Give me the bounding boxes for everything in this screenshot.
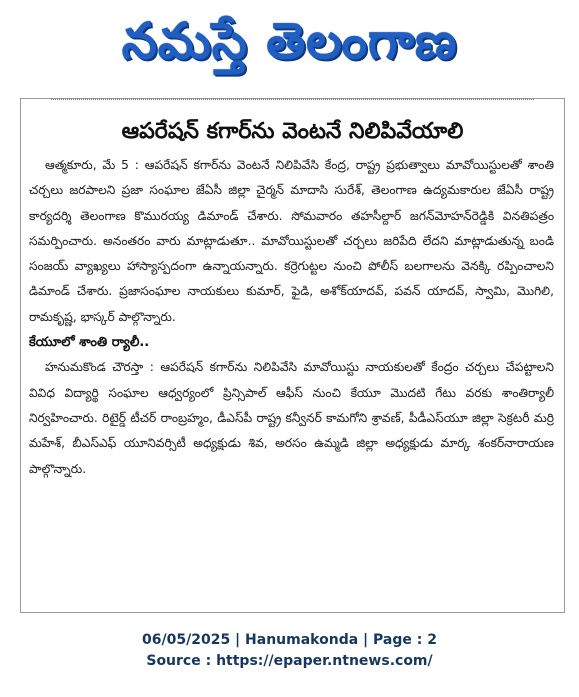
article-subheading: కేయూలో శాంతి ర్యాలీ.. bbox=[29, 335, 150, 351]
article-paragraph-1: ఆత్మకూరు, మే 5 : ఆపరేషన్ కగార్‌ను వెంటనే నిలిపివేసి కేంద్ర, రాష్ట్ర ప్రభుత్వాలు మావోయిస్టులతో శాంతి చర్చలు జరపాలని ప్రజా సంఘాల జేఏసీ జిల్లా చైర్మన్ మాదాసి సురేశ్, తెలంగాణ ఉద్యమకారుల జేఏసీ రాష్ట్ర కార్యదర్శి తెలంగాణ కొమురయ్య డిమాండ్ చేశారు. సోమవారం తహసీల్దార్ జగన్‌మోహన్‌రెడ్డికి వినతిపత్రం సమర్పించారు. అనంతరం వారు మాట్లాడుతూ.. మావోయిస్టులతో చర్చలు జరిపేది లేదని మాట్లాడుతున్న బండి సంజయ్ వ్యాఖ్యలు హాస్యాస్పదంగా ఉన్నాయన్నారు. కర్రెగుట్టల నుంచి పోలీస్ బలగాలను వెనక్కి రప్పించాలని డిమాండ్ చేశారు. ప్రజాసంఘాల నాయకులు కుమార్, ఫైడి, అశోక్‌యాదవ్, పవన్ యాదవ్, స్వామి, మొగిలి, రామకృష్ణ, భాస్కర్ పాల్గొన్నారు. bbox=[29, 158, 554, 324]
article-headline: ఆపరేషన్ కగార్‌ను వెంటనే నిలిపివేయాలి bbox=[121, 119, 464, 144]
article-body bbox=[29, 153, 554, 482]
masthead-logo-text: నమస్తే తెలంగాణ bbox=[121, 12, 458, 70]
clipping-cut-edge bbox=[51, 99, 534, 103]
publication-meta: 06/05/2025 | Hanumakonda | Page : 2 bbox=[142, 632, 437, 648]
source-link[interactable]: Source : https://epaper.ntnews.com/ bbox=[146, 653, 433, 669]
news-clipping bbox=[20, 98, 565, 613]
article-paragraph-2: హనుమకొండ చౌరస్తా : ఆపరేషన్ కగార్‌ను నిలిపివేసి మావోయిస్టు నాయకులతో కేంద్రం చర్చలు చేపట్టాలని వివిధ విద్యార్థి సంఘాల ఆధ్వర్యంలో ప్రిన్సిపాల్ ఆఫీస్ నుంచి కేయూ మొదటి గేటు వరకు శాంతిర్యాలీ నిర్వహించారు. రిటైర్డ్ టీచర్ రాంబ్రహ్మం, డీఎస్‌పీ రాష్ట్ర కన్వీనర్ కామగోని శ్రావణ్, పీడీఎస్‌యూ జిల్లా సెక్రటరీ మర్రి మహేశ్, బీఎస్‌ఎఫ్ యూనివర్సిటీ అధ్యక్షుడు శివ, అరసం ఉమ్మడి జిల్లా అధ్యక్షుడు మార్క శంకర్‌నారాయణ పాల్గొన్నారు. bbox=[29, 360, 554, 476]
newspaper-masthead bbox=[0, 0, 579, 90]
clipping-footer bbox=[0, 630, 579, 672]
